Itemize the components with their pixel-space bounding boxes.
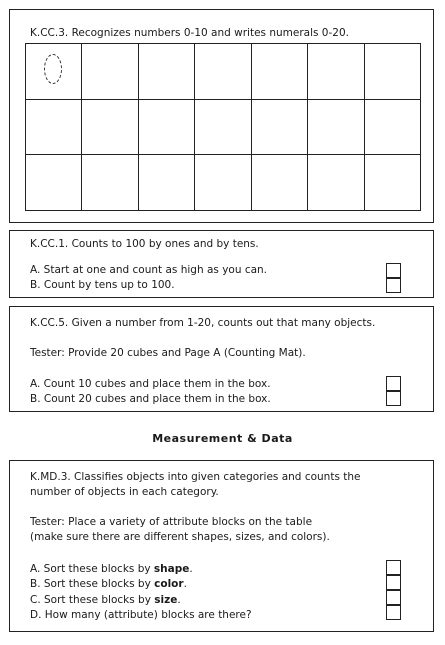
checkbox-kcc5-a[interactable] [386, 376, 401, 391]
kmd3-section [9, 460, 434, 632]
grid-cell[interactable] [252, 100, 308, 156]
kcc1-section [9, 230, 434, 298]
grid-cell[interactable] [26, 44, 82, 100]
grid-cell[interactable] [195, 155, 251, 211]
kcc5-item-a: A. Count 10 cubes and place them in the box. [30, 378, 271, 390]
kmd3-title-line2: number of objects in each category. [30, 486, 219, 498]
kcc3-section [9, 9, 434, 223]
grid-cell[interactable] [365, 155, 421, 211]
emphasis-size: size [154, 594, 178, 606]
grid-cell[interactable] [82, 100, 138, 156]
kcc5-section [9, 306, 434, 412]
grid-cell[interactable] [26, 155, 82, 211]
checkbox-kcc1-a[interactable] [386, 263, 401, 278]
checkbox-kcc1-b[interactable] [386, 278, 401, 293]
kcc1-item-a: A. Start at one and count as high as you can. [30, 264, 268, 276]
grid-cell[interactable] [365, 100, 421, 156]
emphasis-shape: shape [153, 563, 190, 575]
grid-cell[interactable] [308, 100, 364, 156]
kcc3-title: K.CC.3. Recognizes numbers 0-10 and writes numerals 0-20. [30, 27, 349, 39]
checkbox-kmd3-a[interactable] [386, 560, 401, 575]
kcc5-tester: Tester: Provide 20 cubes and Page A (Counting Mat). [30, 347, 306, 359]
grid-cell[interactable] [252, 44, 308, 100]
grid-cell[interactable] [139, 44, 195, 100]
emphasis-color: color [154, 578, 184, 590]
grid-cell[interactable] [139, 155, 195, 211]
grid-cell[interactable] [252, 155, 308, 211]
kcc5-title: K.CC.5. Given a number from 1-20, counts out that many objects. [30, 317, 376, 329]
grid-cell[interactable] [139, 100, 195, 156]
grid-cell[interactable] [195, 100, 251, 156]
kcc1-title: K.CC.1. Counts to 100 by ones and by tens. [30, 238, 259, 250]
checkbox-kmd3-b[interactable] [386, 575, 401, 590]
kmd3-item-b: B. Sort these blocks by color. [30, 578, 187, 590]
numeral-writing-grid [25, 43, 421, 211]
kmd3-tester-line1: Tester: Place a variety of attribute blocks on the table [30, 516, 313, 528]
kmd3-item-a: A. Sort these blocks by shape. [30, 563, 193, 575]
kmd3-item-c: C. Sort these blocks by size. [30, 594, 181, 606]
dashed-oval-zero-tracing [44, 54, 62, 84]
kcc5-item-b: B. Count 20 cubes and place them in the box. [30, 393, 271, 405]
kmd3-tester-line2: (make sure there are different shapes, sizes, and colors). [30, 531, 330, 543]
kcc1-item-b: B. Count by tens up to 100. [30, 279, 175, 291]
grid-cell[interactable] [82, 155, 138, 211]
kmd3-title-line1: K.MD.3. Classifies objects into given categories and counts the [30, 471, 361, 483]
grid-cell[interactable] [308, 44, 364, 100]
checkbox-kmd3-d[interactable] [386, 605, 401, 620]
section-heading: Measurement & Data [152, 432, 293, 445]
grid-cell[interactable] [308, 155, 364, 211]
grid-cell[interactable] [82, 44, 138, 100]
checkbox-kcc5-b[interactable] [386, 391, 401, 406]
grid-cell[interactable] [365, 44, 421, 100]
checkbox-kmd3-c[interactable] [386, 590, 401, 605]
grid-cell[interactable] [26, 100, 82, 156]
kmd3-item-d: D. How many (attribute) blocks are there? [30, 609, 252, 621]
grid-cell[interactable] [195, 44, 251, 100]
